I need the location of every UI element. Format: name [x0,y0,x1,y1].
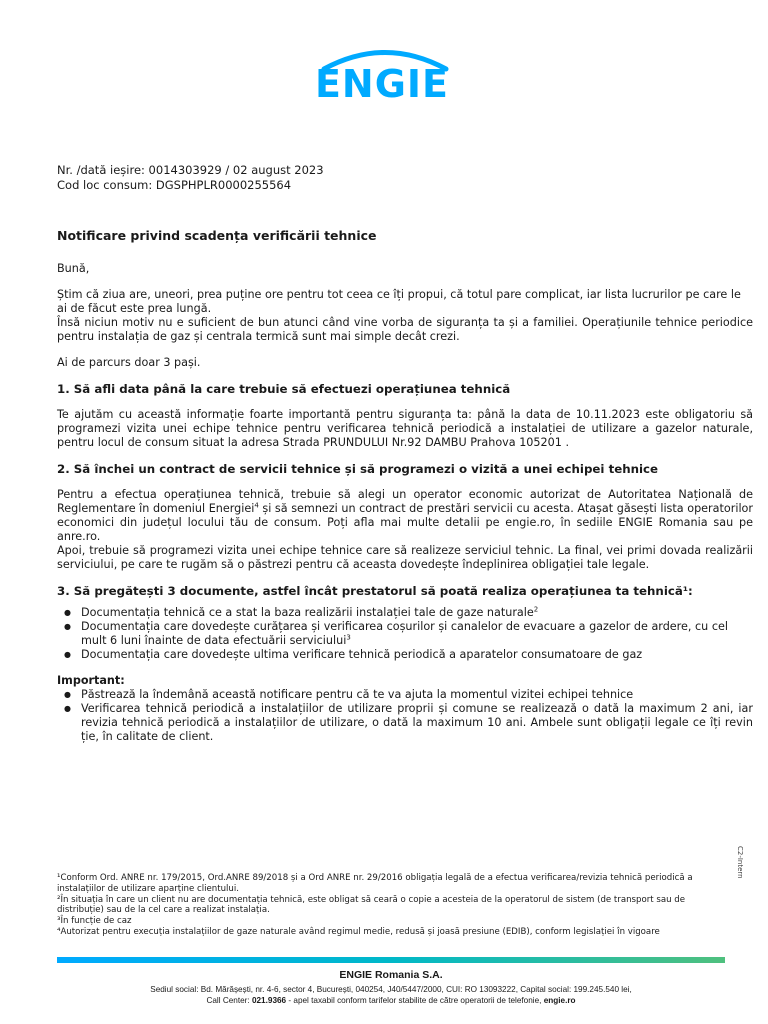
footer [57,969,725,1006]
letter-body [57,262,753,744]
list-item: ● Păstrează la îndemână această notificare pentru că te va ajuta la momentul vizitei echipei tehnice [81,688,753,702]
step2-text-continued: Apoi, trebuie să programezi vizita unei echipe tehnice care să realizeze serviciul tehnic. La final, vei primi dovada realizării serviciului, pe care te rugăm să o păstrezi pentru că aceasta dovedește îndeplinirea obligației tale legale. [57,544,753,571]
list-item: ● Documentația tehnică ce a stat la baza realizării instalației tale de gaze naturale$^2$ [81,606,753,620]
footnote-2: ²În situația în care un client nu are documentația tehnică, este obligat să ceară o copie a acesteia de la operatorul de sistem (de transport sau de distribuție) sau de la cel care a realizat instalația. [57,894,686,916]
important-label: Important: [57,674,125,687]
documents-list [57,606,753,662]
website-link[interactable]: engie.ro [543,996,576,1005]
list-item: ● Verificarea tehnică periodică a instalațiilor de utilizare proprii și comune se realizează o dată la maximum 2 ani, iar revizia tehnică periodică a instalațiilor de utilizare, o dată la maximum 10 ani. Ambele sunt obligații legale ce îți revin ție, în calitate de client. [81,702,753,744]
engie-logo [300,42,470,108]
intro-paragraph-1: Știm că ziua are, uneori, prea puține ore pentru tot ceea ce îți propui, că totul pare complicat, iar lista lucrurilor pe care le ai de făcut este prea lungă. [57,288,741,315]
step2-text: Pentru a efectua operațiunea tehnică, trebuie să alegi un operator economic autorizat de Autoritatea Națională de Reglementare în domeniul Energiei$^4$ și să semnezi un contract de prestări servicii cu acesta. Atașat găsești lista operatorilor economici din județul locului tău de consum. Poți afla mai multe detalii pe engie.ro, în sediile ENGIE Romania sau pe anre.ro. [57,488,753,543]
greeting: Bună, [57,262,90,275]
footnote-3: ³În funcție de caz [57,916,132,927]
page-title: Notificare privind scadența verificării tehnice [57,228,377,243]
footer-divider [57,957,725,963]
intro-paragraph-2: Însă niciun motiv nu e suficient de bun atunci când vine vorba de siguranța ta și a familiei. Operațiunile tehnice periodice pentru instalația de gaz și centrala termică sunt mai simple decât crezi. [57,316,753,343]
step2-heading: 2. Să închei un contract de servicii tehnice și să programezi o vizită a unei echipei tehnice [57,462,659,476]
classification-tag: C2-Intern [736,846,744,879]
intro-paragraph-3: Ai de parcurs doar 3 pași. [57,356,201,369]
consumption-code: Cod loc consum: DGSPHPLR0000255564 [57,178,292,192]
footnotes [57,873,727,938]
footer-address: Sediul social: Bd. Mărășești, nr. 4-6, sector 4, București, 040254, J40/5447/2000, CUI: RO 13093222, Capital social: 199.245.540 lei, [150,985,632,994]
logo-text: ENGIE [314,62,450,106]
footnote-4: ⁴Autorizat pentru execuția instalațiilor de gaze naturale având regimul medie, redusă și joasă presiune (EDIB), conform legislației în vigoare [57,926,660,937]
important-list [57,688,753,744]
footer-company: ENGIE Romania S.A. [339,969,443,981]
document-meta [57,163,324,193]
document-number: Nr. /dată ieșire: 0014303929 / 02 august 2023 [57,163,324,177]
list-item: ● Documentația care dovedește ultima verificare tehnică periodică a aparatelor consumatoare de gaz [81,648,753,662]
list-item: ● Documentația care dovedește curățarea și verificarea coșurilor și canalelor de evacuare a gazelor de ardere, cu cel mult 6 luni înainte de data efectuării serviciului$^3$ [81,620,753,648]
step1-heading: 1. Să afli data până la care trebuie să efectuezi operațiunea tehnică [57,382,511,396]
footer-callcenter: Call Center: 021.9366 - apel taxabil conform tarifelor stabilite de către operatorii de telefonie, engie.ro [206,996,576,1005]
step1-text: Te ajutăm cu această informație foarte importantă pentru siguranța ta: până la data de 10.11.2023 este obligatoriu să programezi vizita unei echipe tehnice pentru verificarea tehnică periodică a instalației de utilizare a gazelor naturale, pentru locul de consum situat la adresa Strada PRUNDULUI Nr.92 DAMBU Prahova 105201 . [57,408,753,449]
step3-heading: 3. Să pregătești 3 documente, astfel încât prestatorul să poată realiza operațiunea ta tehnică¹: [57,584,693,598]
callcenter-number: 021.9366 [251,996,287,1005]
footnote-1: ¹Conform Ord. ANRE nr. 179/2015, Ord.ANRE 89/2018 și a Ord ANRE nr. 29/2016 obligația legală de a efectua verificarea/revizia tehnică periodică a instalațiilor de utilizare aparține clientului. [57,873,693,894]
